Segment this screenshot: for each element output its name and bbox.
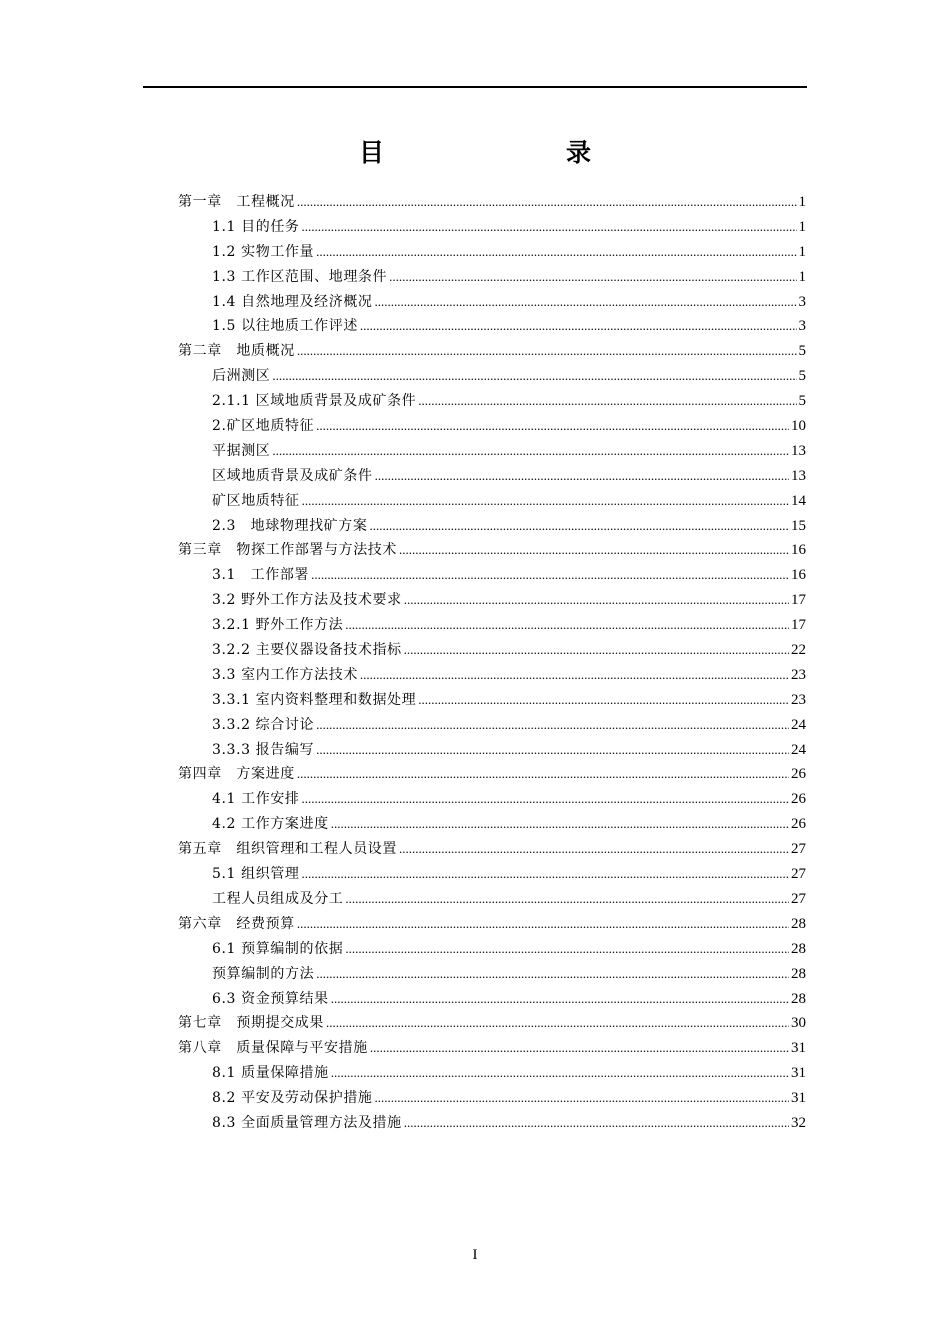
toc-entry-page: 5	[798, 368, 806, 385]
toc-entry[interactable]	[178, 588, 806, 613]
toc-entry-page: 31	[791, 1090, 806, 1107]
toc-entry-label: 4.1 工作安排	[212, 791, 300, 808]
toc-leader-dots	[331, 812, 789, 837]
toc-entry-label: 3.3.2 综合讨论	[212, 716, 315, 733]
toc-entry-page: 16	[791, 542, 806, 559]
toc-entry-label: 5.1 组织管理	[212, 866, 300, 883]
toc-leader-dots	[418, 389, 796, 414]
toc-entry-label: 矿区地质特征	[212, 492, 300, 509]
toc-entry-page: 28	[791, 965, 806, 982]
toc-entry-page: 5	[798, 393, 806, 410]
toc-leader-dots	[418, 688, 789, 713]
toc-entry[interactable]	[178, 563, 806, 588]
toc-leader-dots	[360, 663, 789, 688]
toc-entry-page: 28	[791, 940, 806, 957]
toc-entry[interactable]	[178, 912, 806, 937]
toc-entry-page: 31	[791, 1040, 806, 1057]
toc-leader-dots	[302, 215, 797, 240]
toc-leader-dots	[360, 314, 797, 339]
toc-entry-label: 2.1.1 区域地质背景及成矿条件	[212, 393, 417, 410]
toc-entry[interactable]	[178, 837, 806, 862]
toc-entry-page: 27	[791, 841, 806, 858]
toc-entry[interactable]	[178, 1111, 806, 1136]
toc-entry-label: 1.4 自然地理及经济概况	[212, 293, 373, 310]
toc-entry-page: 15	[791, 517, 806, 534]
toc-entry-page: 5	[798, 343, 806, 360]
toc-entry-label: 3.3.1 室内资料整理和数据处理	[212, 691, 417, 708]
toc-leader-dots	[404, 588, 789, 613]
page-title: 目 录	[358, 138, 635, 167]
toc-leader-dots	[369, 514, 789, 539]
toc-entry[interactable]	[178, 762, 806, 787]
toc-entry[interactable]	[178, 638, 806, 663]
toc-leader-dots	[375, 464, 789, 489]
toc-entry[interactable]	[178, 663, 806, 688]
toc-entry[interactable]	[178, 1086, 806, 1111]
toc-entry[interactable]	[178, 962, 806, 987]
toc-entry-label: 预算编制的方法	[212, 965, 315, 982]
toc-leader-dots	[345, 613, 789, 638]
toc-entry-page: 13	[791, 467, 806, 484]
toc-entry[interactable]	[178, 265, 806, 290]
toc-entry-page: 24	[791, 716, 806, 733]
toc-entry[interactable]	[178, 389, 806, 414]
toc-entry-label: 1.5 以往地质工作评述	[212, 318, 358, 335]
toc-leader-dots	[404, 1111, 789, 1136]
toc-entry[interactable]	[178, 787, 806, 812]
toc-entry[interactable]	[178, 414, 806, 439]
toc-entry-page: 30	[791, 1015, 806, 1032]
toc-entry-page: 14	[791, 492, 806, 509]
toc-entry-label: 1.2 实物工作量	[212, 243, 315, 260]
toc-entry-page: 27	[791, 890, 806, 907]
toc-entry-label: 第四章 方案进度	[178, 766, 295, 783]
toc-entry[interactable]	[178, 812, 806, 837]
toc-entry-page: 23	[791, 691, 806, 708]
toc-entry-label: 3.2 野外工作方法及技术要求	[212, 592, 402, 609]
toc-entry[interactable]	[178, 339, 806, 364]
toc-entry-page: 24	[791, 741, 806, 758]
toc-entry-page: 28	[791, 915, 806, 932]
toc-entry-label: 6.3 资金预算结果	[212, 990, 329, 1007]
toc-entry[interactable]	[178, 464, 806, 489]
toc-leader-dots	[297, 762, 789, 787]
toc-entry-page: 3	[798, 318, 806, 335]
toc-leader-dots	[302, 862, 789, 887]
toc-entry-page: 3	[798, 293, 806, 310]
toc-entry-label: 第六章 经费预算	[178, 915, 295, 932]
toc-entry-label: 1.1 目的任务	[212, 218, 300, 235]
toc-entry[interactable]	[178, 1036, 806, 1061]
toc-entry-label: 第一章 工程概况	[178, 194, 295, 210]
toc-entry[interactable]	[178, 987, 806, 1012]
toc-leader-dots	[375, 290, 797, 315]
toc-entry[interactable]	[178, 1061, 806, 1086]
toc-entry-label: 2.矿区地质特征	[212, 418, 315, 435]
toc-entry-page: 17	[791, 617, 806, 634]
toc-entry-label: 3.1 工作部署	[212, 567, 310, 584]
toc-entry-label: 3.2.1 野外工作方法	[212, 617, 344, 634]
toc-entry-label: 8.3 全面质量管理方法及措施	[212, 1114, 402, 1131]
toc-entry-page: 1	[798, 194, 806, 210]
toc-leader-dots	[399, 837, 789, 862]
toc-entry-label: 后洲测区	[212, 368, 271, 385]
toc-entry-page: 1	[798, 218, 806, 235]
toc-leader-dots	[331, 1061, 789, 1086]
toc-leader-dots	[404, 638, 789, 663]
toc-entry[interactable]	[178, 240, 806, 265]
toc-entry-page: 13	[791, 442, 806, 459]
toc-entry[interactable]	[178, 862, 806, 887]
toc-leader-dots	[316, 713, 789, 738]
header-rule	[143, 86, 807, 88]
toc-leader-dots	[326, 1011, 789, 1036]
toc-entry[interactable]	[178, 314, 806, 339]
toc-entry-label: 2.3 地球物理找矿方案	[212, 517, 368, 534]
toc-entry-label: 3.2.2 主要仪器设备技术指标	[212, 642, 402, 659]
toc-entry[interactable]	[178, 364, 806, 389]
toc-entry-page: 10	[791, 418, 806, 435]
toc-leader-dots	[302, 489, 789, 514]
toc-leader-dots	[311, 563, 789, 588]
toc-entry-label: 3.3 室内工作方法技术	[212, 666, 358, 683]
toc-entry[interactable]	[178, 713, 806, 738]
toc-leader-dots	[297, 190, 797, 215]
toc-entry-page: 23	[791, 666, 806, 683]
toc-entry[interactable]	[178, 514, 806, 539]
toc-leader-dots	[316, 738, 789, 763]
toc-leader-dots	[389, 265, 796, 290]
toc-entry-label: 第八章 质量保障与平安措施	[178, 1040, 368, 1057]
toc-leader-dots	[399, 538, 789, 563]
toc-leader-dots	[331, 987, 789, 1012]
toc-entry-label: 6.1 预算编制的依据	[212, 940, 344, 957]
toc-entry-page: 16	[791, 567, 806, 584]
toc-entry[interactable]	[178, 489, 806, 514]
table-of-contents	[178, 190, 806, 1136]
toc-entry-label: 3.3.3 报告编写	[212, 741, 315, 758]
toc-entry-page: 31	[791, 1065, 806, 1082]
toc-leader-dots	[316, 414, 789, 439]
toc-leader-dots	[316, 240, 796, 265]
toc-entry-page: 26	[791, 791, 806, 808]
toc-entry-page: 22	[791, 642, 806, 659]
toc-entry-page: 17	[791, 592, 806, 609]
toc-entry-page: 1	[798, 268, 806, 285]
toc-leader-dots	[302, 787, 789, 812]
toc-leader-dots	[370, 1036, 789, 1061]
toc-entry-page: 26	[791, 766, 806, 783]
toc-entry-label: 8.2 平安及劳动保护措施	[212, 1090, 373, 1107]
toc-entry[interactable]	[178, 937, 806, 962]
toc-entry-label: 1.3 工作区范围、地理条件	[212, 268, 388, 285]
toc-entry-label: 8.1 质量保障措施	[212, 1065, 329, 1082]
toc-entry-page: 1	[798, 243, 806, 260]
toc-entry-label: 第二章 地质概况	[178, 343, 295, 360]
toc-entry-label: 工程人员组成及分工	[212, 890, 344, 907]
toc-leader-dots	[272, 364, 796, 389]
toc-entry-label: 平据测区	[212, 442, 271, 459]
toc-entry[interactable]	[178, 613, 806, 638]
toc-entry[interactable]	[178, 688, 806, 713]
toc-entry[interactable]	[178, 190, 806, 215]
toc-leader-dots	[316, 962, 789, 987]
toc-entry-label: 4.2 工作方案进度	[212, 816, 329, 833]
toc-entry[interactable]	[178, 439, 806, 464]
toc-entry-page: 26	[791, 816, 806, 833]
toc-entry-page: 28	[791, 990, 806, 1007]
toc-entry-label: 第三章 物探工作部署与方法技术	[178, 542, 397, 559]
page-number: I	[472, 1247, 478, 1263]
toc-entry[interactable]	[178, 538, 806, 563]
toc-entry[interactable]	[178, 290, 806, 315]
toc-entry-page: 32	[791, 1114, 806, 1131]
toc-entry[interactable]	[178, 1011, 806, 1036]
toc-leader-dots	[297, 912, 789, 937]
toc-leader-dots	[345, 937, 789, 962]
toc-leader-dots	[375, 1086, 789, 1111]
toc-entry-label: 第七章 预期提交成果	[178, 1015, 324, 1032]
toc-entry-page: 27	[791, 866, 806, 883]
toc-entry-label: 区域地质背景及成矿条件	[212, 467, 373, 484]
toc-leader-dots	[272, 439, 789, 464]
toc-entry[interactable]	[178, 887, 806, 912]
toc-entry[interactable]	[178, 738, 806, 763]
toc-entry[interactable]	[178, 215, 806, 240]
toc-entry-label: 第五章 组织管理和工程人员设置	[178, 841, 397, 858]
toc-leader-dots	[297, 339, 797, 364]
toc-leader-dots	[345, 887, 789, 912]
